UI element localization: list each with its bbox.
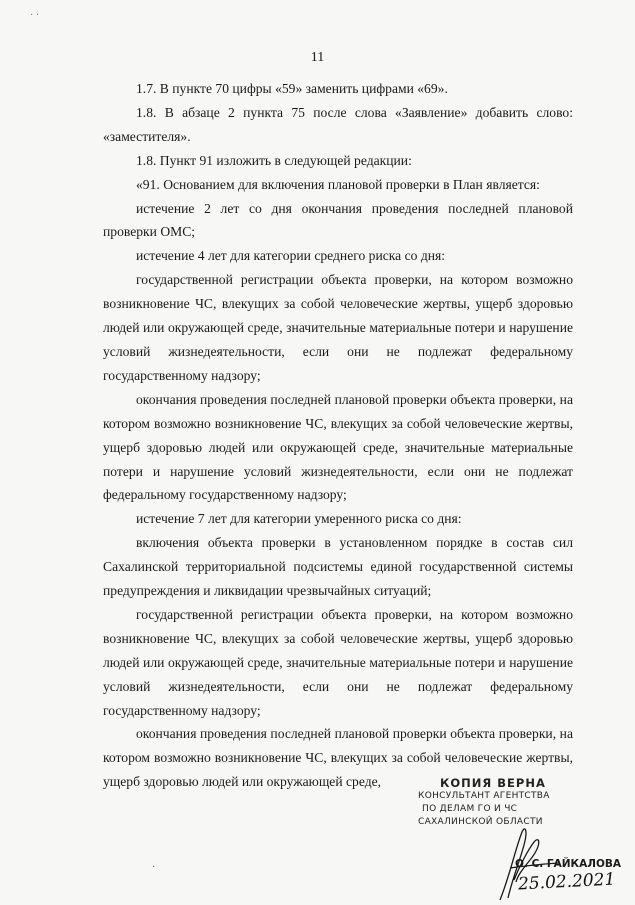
paragraph-4-years: истечение 4 лет для категории среднего риска со дня: [136, 248, 446, 264]
paragraph-inspection-end-1: окончания проведения последней плановой проверки объекта проверки, на котором возможно возникновение ЧС, влекущих за собой человеческие жертвы, ущерб здоровью людей или окружающей среде, значительные материальные потери и нарушение условий жизнедеятельности, если они не подлежат федеральному государственному надзору; [103, 391, 573, 503]
paragraph-inclusion: включения объекта проверки в установленном порядке в состав сил Сахалинской территориальной подсистемы единой государственной системы предупреждения и ликвидации чрезвычайных ситуаций; [103, 535, 573, 599]
scan-mark: · [152, 862, 156, 873]
paragraph-registration-2: государственной регистрации объекта проверки, на котором возможно возникновение ЧС, влекущих за собой человеческие жертвы, ущерб здоровью людей или окружающей среде, значительные материальные потери и нарушение условий жизнедеятельности, если они не подлежат федеральному государственному надзору; [103, 606, 573, 718]
paragraph-inspection-end-2: окончания проведения последней плановой проверки объекта проверки, на котором возможно возникновение ЧС, влекущих за собой человеческие жертвы, ущерб здоровью людей или окружающей среде, [103, 726, 573, 790]
paragraph-91-intro: «91. Основанием для включения плановой проверки в План является: [136, 176, 540, 192]
signer-name: О. С. ГАЙКАЛОВА [515, 858, 622, 870]
scan-marks: · · [30, 10, 40, 21]
page-number: 11 [310, 50, 325, 65]
stamp-position: КОНСУЛЬТАНТ АГЕНТСТВА [418, 791, 550, 801]
stamp-region: САХАЛИНСКОЙ ОБЛАСТИ [418, 817, 543, 827]
handwritten-date: 25.02.2021 [517, 869, 616, 895]
paragraph-1-8-a: 1.8. В абзаце 2 пункта 75 после слова «Заявление» добавить слово: «заместителя». [103, 104, 573, 144]
paragraph-1-7: 1.7. В пункте 70 цифры «59» заменить цифрами «69». [136, 81, 448, 96]
document-body [103, 77, 573, 794]
stamp-department: ПО ДЕЛАМ ГО И ЧС [422, 804, 518, 814]
paragraph-registration-1: государственной регистрации объекта проверки, на котором возможно возникновение ЧС, влекущих за собой человеческие жертвы, ущерб здоровью людей или окружающей среде, значительные материальные потери и нарушение условий жизнедеятельности, если они не подлежат федеральному государственному надзору; [103, 272, 573, 383]
stamp-copy-verified: КОПИЯ ВЕРНА [440, 776, 546, 790]
paragraph-1-8-b: 1.8. Пункт 91 изложить в следующей редакции: [136, 152, 412, 168]
paragraph-2-years: истечение 2 лет со дня окончания проведения последней плановой проверки ОМС; [103, 200, 573, 240]
paragraph-7-years: истечение 7 лет для категории умеренного риска со дня: [136, 511, 462, 527]
